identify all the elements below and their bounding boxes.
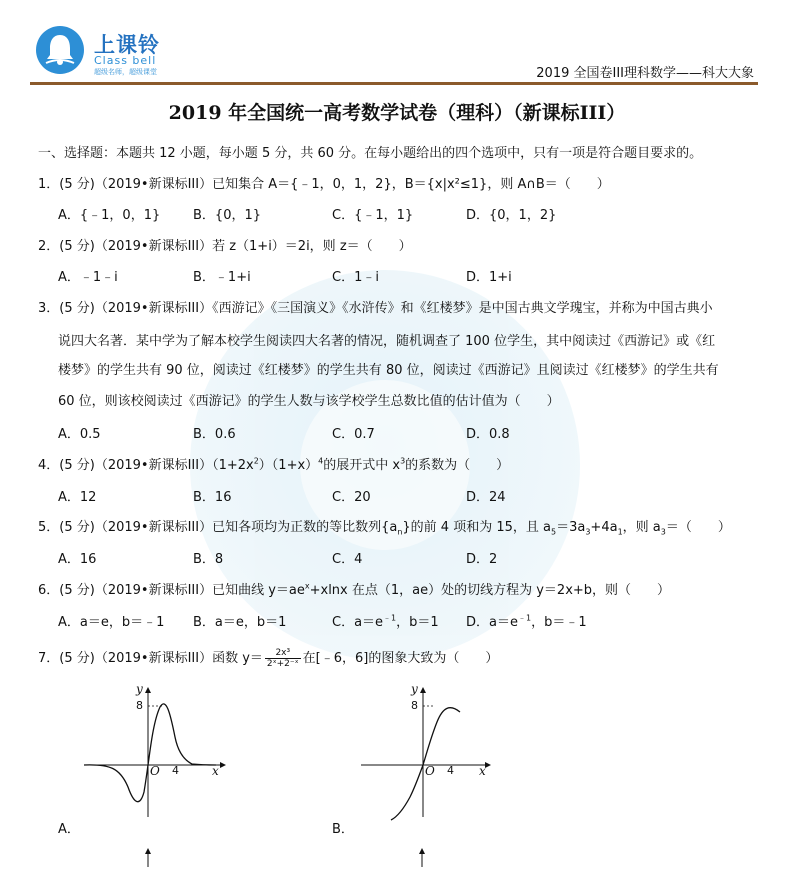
question-7-graph-a[interactable] — [80, 682, 230, 826]
question-4-option-b[interactable]: B．16 — [193, 490, 232, 505]
question-5-option-c[interactable]: C．4 — [332, 552, 363, 567]
question-1-option-d[interactable]: D．{0，1，2} — [466, 208, 557, 223]
question-2-option-d[interactable]: D．1+i — [466, 270, 512, 285]
question-2-option-a[interactable]: A．﹣1﹣i — [58, 270, 118, 285]
bell-logo-icon — [36, 26, 84, 74]
function-fraction: $\frac{\text{2x³}}{\text{2ˣ+2⁻ˣ}}$ — [266, 648, 299, 669]
question-1-option-a[interactable]: A．{﹣1，0，1} — [58, 208, 161, 223]
header-divider — [30, 82, 758, 85]
question-7-graph-d-partial — [412, 848, 432, 871]
header-exam-label: 2019 全国卷III理科数学——科大大象 — [536, 66, 754, 81]
question-4-option-d[interactable]: D．24 — [466, 490, 506, 505]
question-7-option-b-label[interactable]: B． — [332, 822, 354, 837]
question-7-stem: 7．(5 分)（2019•新课标III）函数 y＝ $\frac{\text{2x³}}{\text{2ˣ+2⁻ˣ}}$ 在[﹣6，6]的图象大致为（ ） — [38, 648, 499, 669]
question-7-graph-b[interactable] — [355, 682, 495, 826]
question-6-option-b[interactable]: B．a＝e，b＝1 — [193, 615, 287, 630]
graph-b-origin: O — [425, 764, 435, 778]
graph-b-y-axis-label: y — [411, 682, 418, 696]
page-header — [0, 0, 794, 90]
question-4-stem: 4．(5 分)（2019•新课标$III)(1+2x^2)(1+x)^4$的展开式中 $x^3$的系数为（ ） — [38, 456, 510, 473]
question-5-option-a[interactable]: A．16 — [58, 552, 97, 567]
question-3-option-b[interactable]: B．0.6 — [193, 427, 236, 442]
graph-b-x-axis-label: x — [479, 764, 486, 778]
graph-b-x-tick: 4 — [447, 764, 454, 777]
question-3-option-d[interactable]: D．0.8 — [466, 427, 510, 442]
question-6-option-a[interactable]: A．a＝e，b＝﹣1 — [58, 615, 165, 630]
question-2-option-c[interactable]: C．1﹣i — [332, 270, 379, 285]
logo-title: 上课铃 — [94, 33, 160, 57]
question-6-option-d[interactable]: D．$a=e^{﹣1}$，b＝﹣1 — [466, 613, 587, 630]
question-7-graph-c-partial — [138, 848, 158, 871]
question-4-option-a[interactable]: A．12 — [58, 490, 97, 505]
question-3-stem-line-3: 楼梦》的学生共有 90 位，阅读过《红楼梦》的学生共有 80 位，阅读过《西游记》且阅读过《红楼梦》的学生共有 — [58, 363, 719, 378]
graph-b-y-tick: 8 — [411, 699, 418, 712]
graph-a-y-tick: 8 — [136, 699, 143, 712]
question-1-option-b[interactable]: B．{0，1} — [193, 208, 262, 223]
question-5-option-d[interactable]: D．2 — [466, 552, 498, 567]
question-3-option-c[interactable]: C．0.7 — [332, 427, 375, 442]
question-3-stem-line-1: 3．(5 分)（2019•新课标III）《西游记》《三国演义》《水浒传》和《红楼梦》是中国古典文学瑰宝，并称为中国古典小 — [38, 301, 713, 316]
page-title: 2019 年全国统一高考数学试卷（理科）（新课标III） — [168, 102, 626, 124]
graph-a-x-tick: 4 — [172, 764, 179, 777]
question-6-stem: 6．(5 分)（2019•新课标III）已知曲线 $y=ae^x+xlnx$ 在点（1，ae）处的切线方程为 y＝2x+b，则（ ） — [38, 581, 671, 598]
question-5-stem: 5．(5 分)（2019•新课标III）已知各项均为正数的等比数列$\{a_n\}$的前 4 项和为 15，且 $a_5=3a_3+4a_1$，则 $a_3=$（ ） — [38, 520, 731, 537]
logo-slogan: 超级名师，超级课堂 — [94, 68, 157, 76]
question-1-option-c[interactable]: C．{﹣1，1} — [332, 208, 414, 223]
section-instructions: 一、选择题：本题共 12 小题，每小题 5 分，共 60 分。在每小题给出的四个选项中，只有一项是符合题目要求的。 — [38, 146, 703, 161]
question-3-option-a[interactable]: A．0.5 — [58, 427, 101, 442]
question-1-stem: 1．(5 分)（2019•新课标III）已知集合 A＝{﹣1，0，1，2}，B＝{x|x²≤1}，则 A∩B＝（ ） — [38, 177, 610, 192]
question-2-stem: 2．(5 分)（2019•新课标III）若 z（1+i）＝2i，则 z＝（ ） — [38, 239, 412, 254]
graph-a-origin: O — [150, 764, 160, 778]
graph-a-y-axis-label: y — [136, 682, 143, 696]
question-2-option-b[interactable]: B．﹣1+i — [193, 270, 251, 285]
logo-subtitle: Class bell — [94, 54, 157, 67]
question-3-stem-line-2: 说四大名著．某中学为了解本校学生阅读四大名著的情况，随机调查了 100 位学生，其中阅读过《西游记》或《红 — [58, 334, 716, 349]
question-5-option-b[interactable]: B．8 — [193, 552, 224, 567]
question-3-stem-line-4: 60 位，则该校阅读过《西游记》的学生人数与该学校学生总数比值的估计值为（ ） — [58, 394, 560, 409]
question-7-option-a-label[interactable]: A． — [58, 822, 80, 837]
graph-a-x-axis-label: x — [212, 764, 219, 778]
question-6-option-c[interactable]: C．$a=e^{﹣1}$，b＝1 — [332, 613, 439, 630]
question-4-option-c[interactable]: C．20 — [332, 490, 371, 505]
